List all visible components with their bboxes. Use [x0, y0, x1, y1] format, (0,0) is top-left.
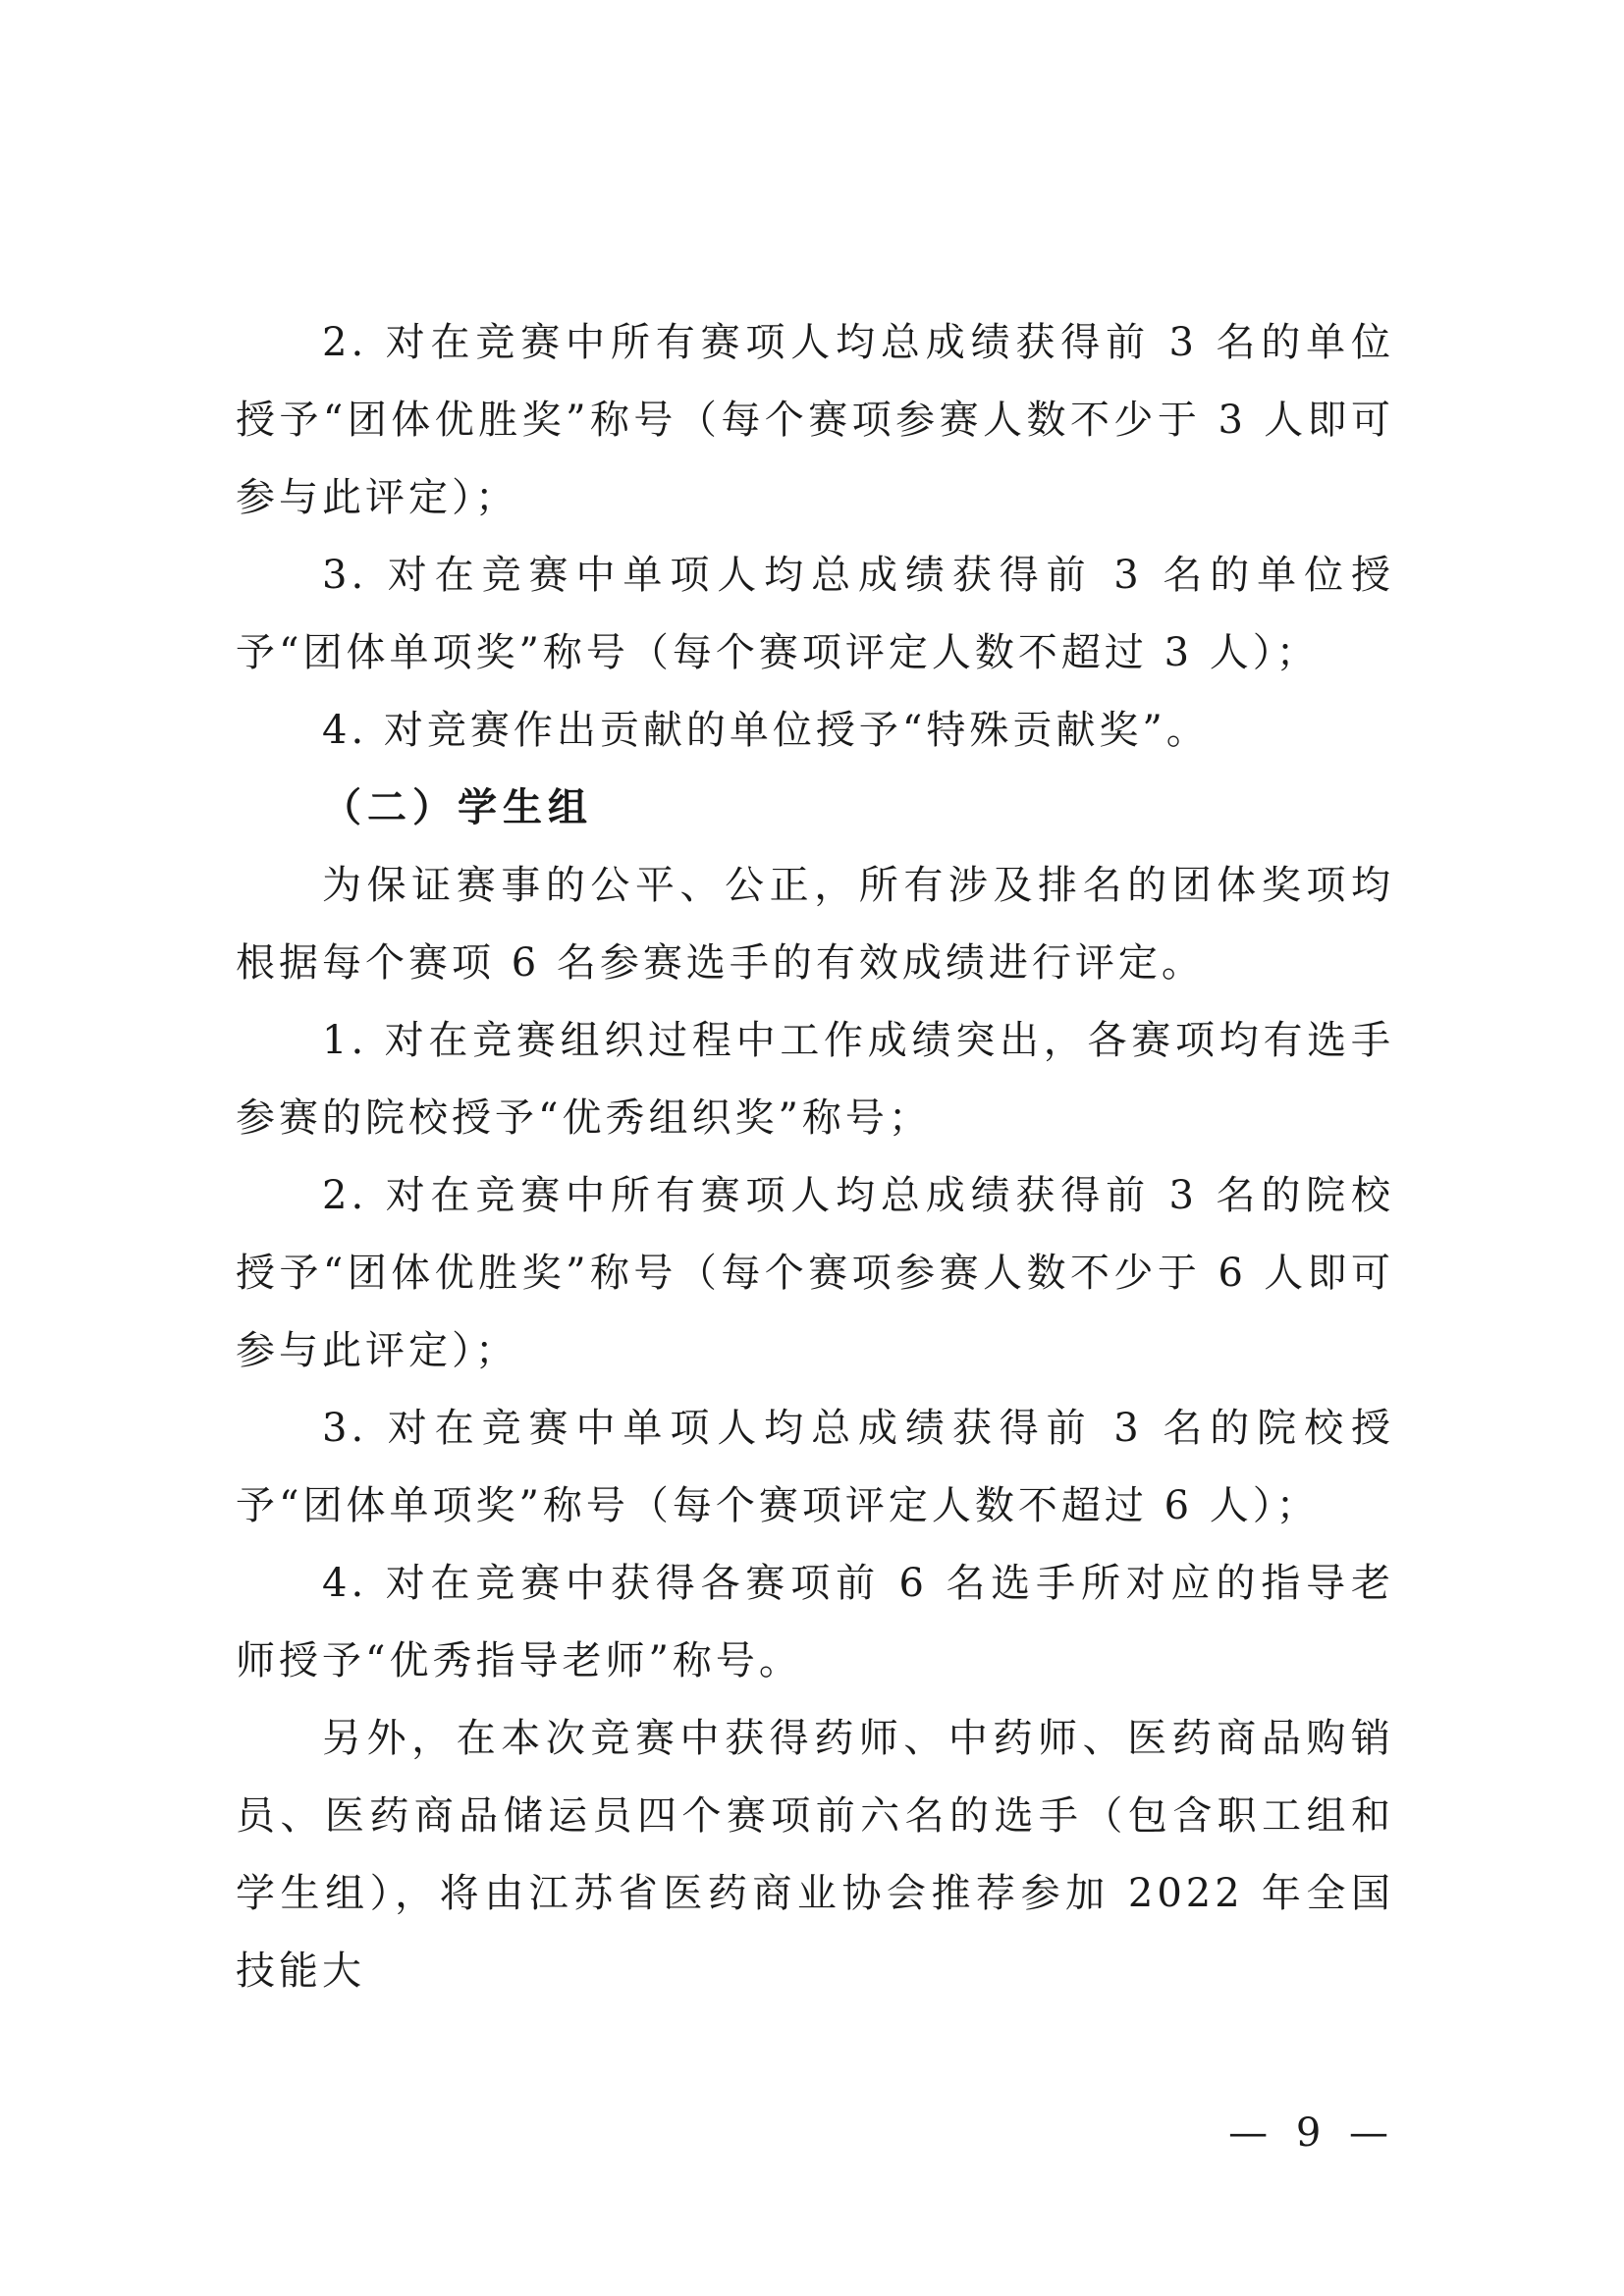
paragraph-student-team-excellence-award: 2. 对在竞赛中所有赛项人均总成绩获得前 3 名的院校授予“团体优胜奖”称号（每个赛项参赛人数不少于 6 人即可参与此评定）； [236, 1173, 1394, 1373]
paragraph-team-single-award: 3. 对在竞赛中单项人均总成绩获得前 3 名的单位授予“团体单项奖”称号（每个赛项评定人数不超过 3 人）； [236, 553, 1394, 675]
paragraph-special-contribution-award: 4. 对竞赛作出贡献的单位授予“特殊贡献奖”。 [322, 708, 1210, 753]
paragraph-national-recommendation: 另外，在本次竞赛中获得药师、中药师、医药商品购销员、医药商品储运员四个赛项前六名的选手（包含职工组和学生组），将由江苏省医药商业协会推荐参加 2022 年全国技能大 [236, 1716, 1394, 1994]
page-number: — 9 — [1228, 2110, 1396, 2156]
paragraph-team-excellence-award: 2. 对在竞赛中所有赛项人均总成绩获得前 3 名的单位授予“团体优胜奖”称号（每个赛项参赛人数不少于 3 人即可参与此评定）； [236, 320, 1394, 520]
paragraph-student-instructor-award: 4. 对在竞赛中获得各赛项前 6 名选手所对应的指导老师授予“优秀指导老师”称号。 [236, 1561, 1394, 1683]
section-heading-student-group: （二）学生组 [322, 785, 593, 830]
paragraph-student-intro: 为保证赛事的公平、公正，所有涉及排名的团体奖项均根据每个赛项 6 名参赛选手的有效成绩进行评定。 [236, 863, 1394, 986]
paragraph-student-organization-award: 1. 对在竞赛组织过程中工作成绩突出，各赛项均有选手参赛的院校授予“优秀组织奖”称号； [236, 1018, 1394, 1141]
paragraph-student-team-single-award: 3. 对在竞赛中单项人均总成绩获得前 3 名的院校授予“团体单项奖”称号（每个赛项评定人数不超过 6 人）； [236, 1406, 1394, 1528]
body-text [236, 304, 1394, 2010]
